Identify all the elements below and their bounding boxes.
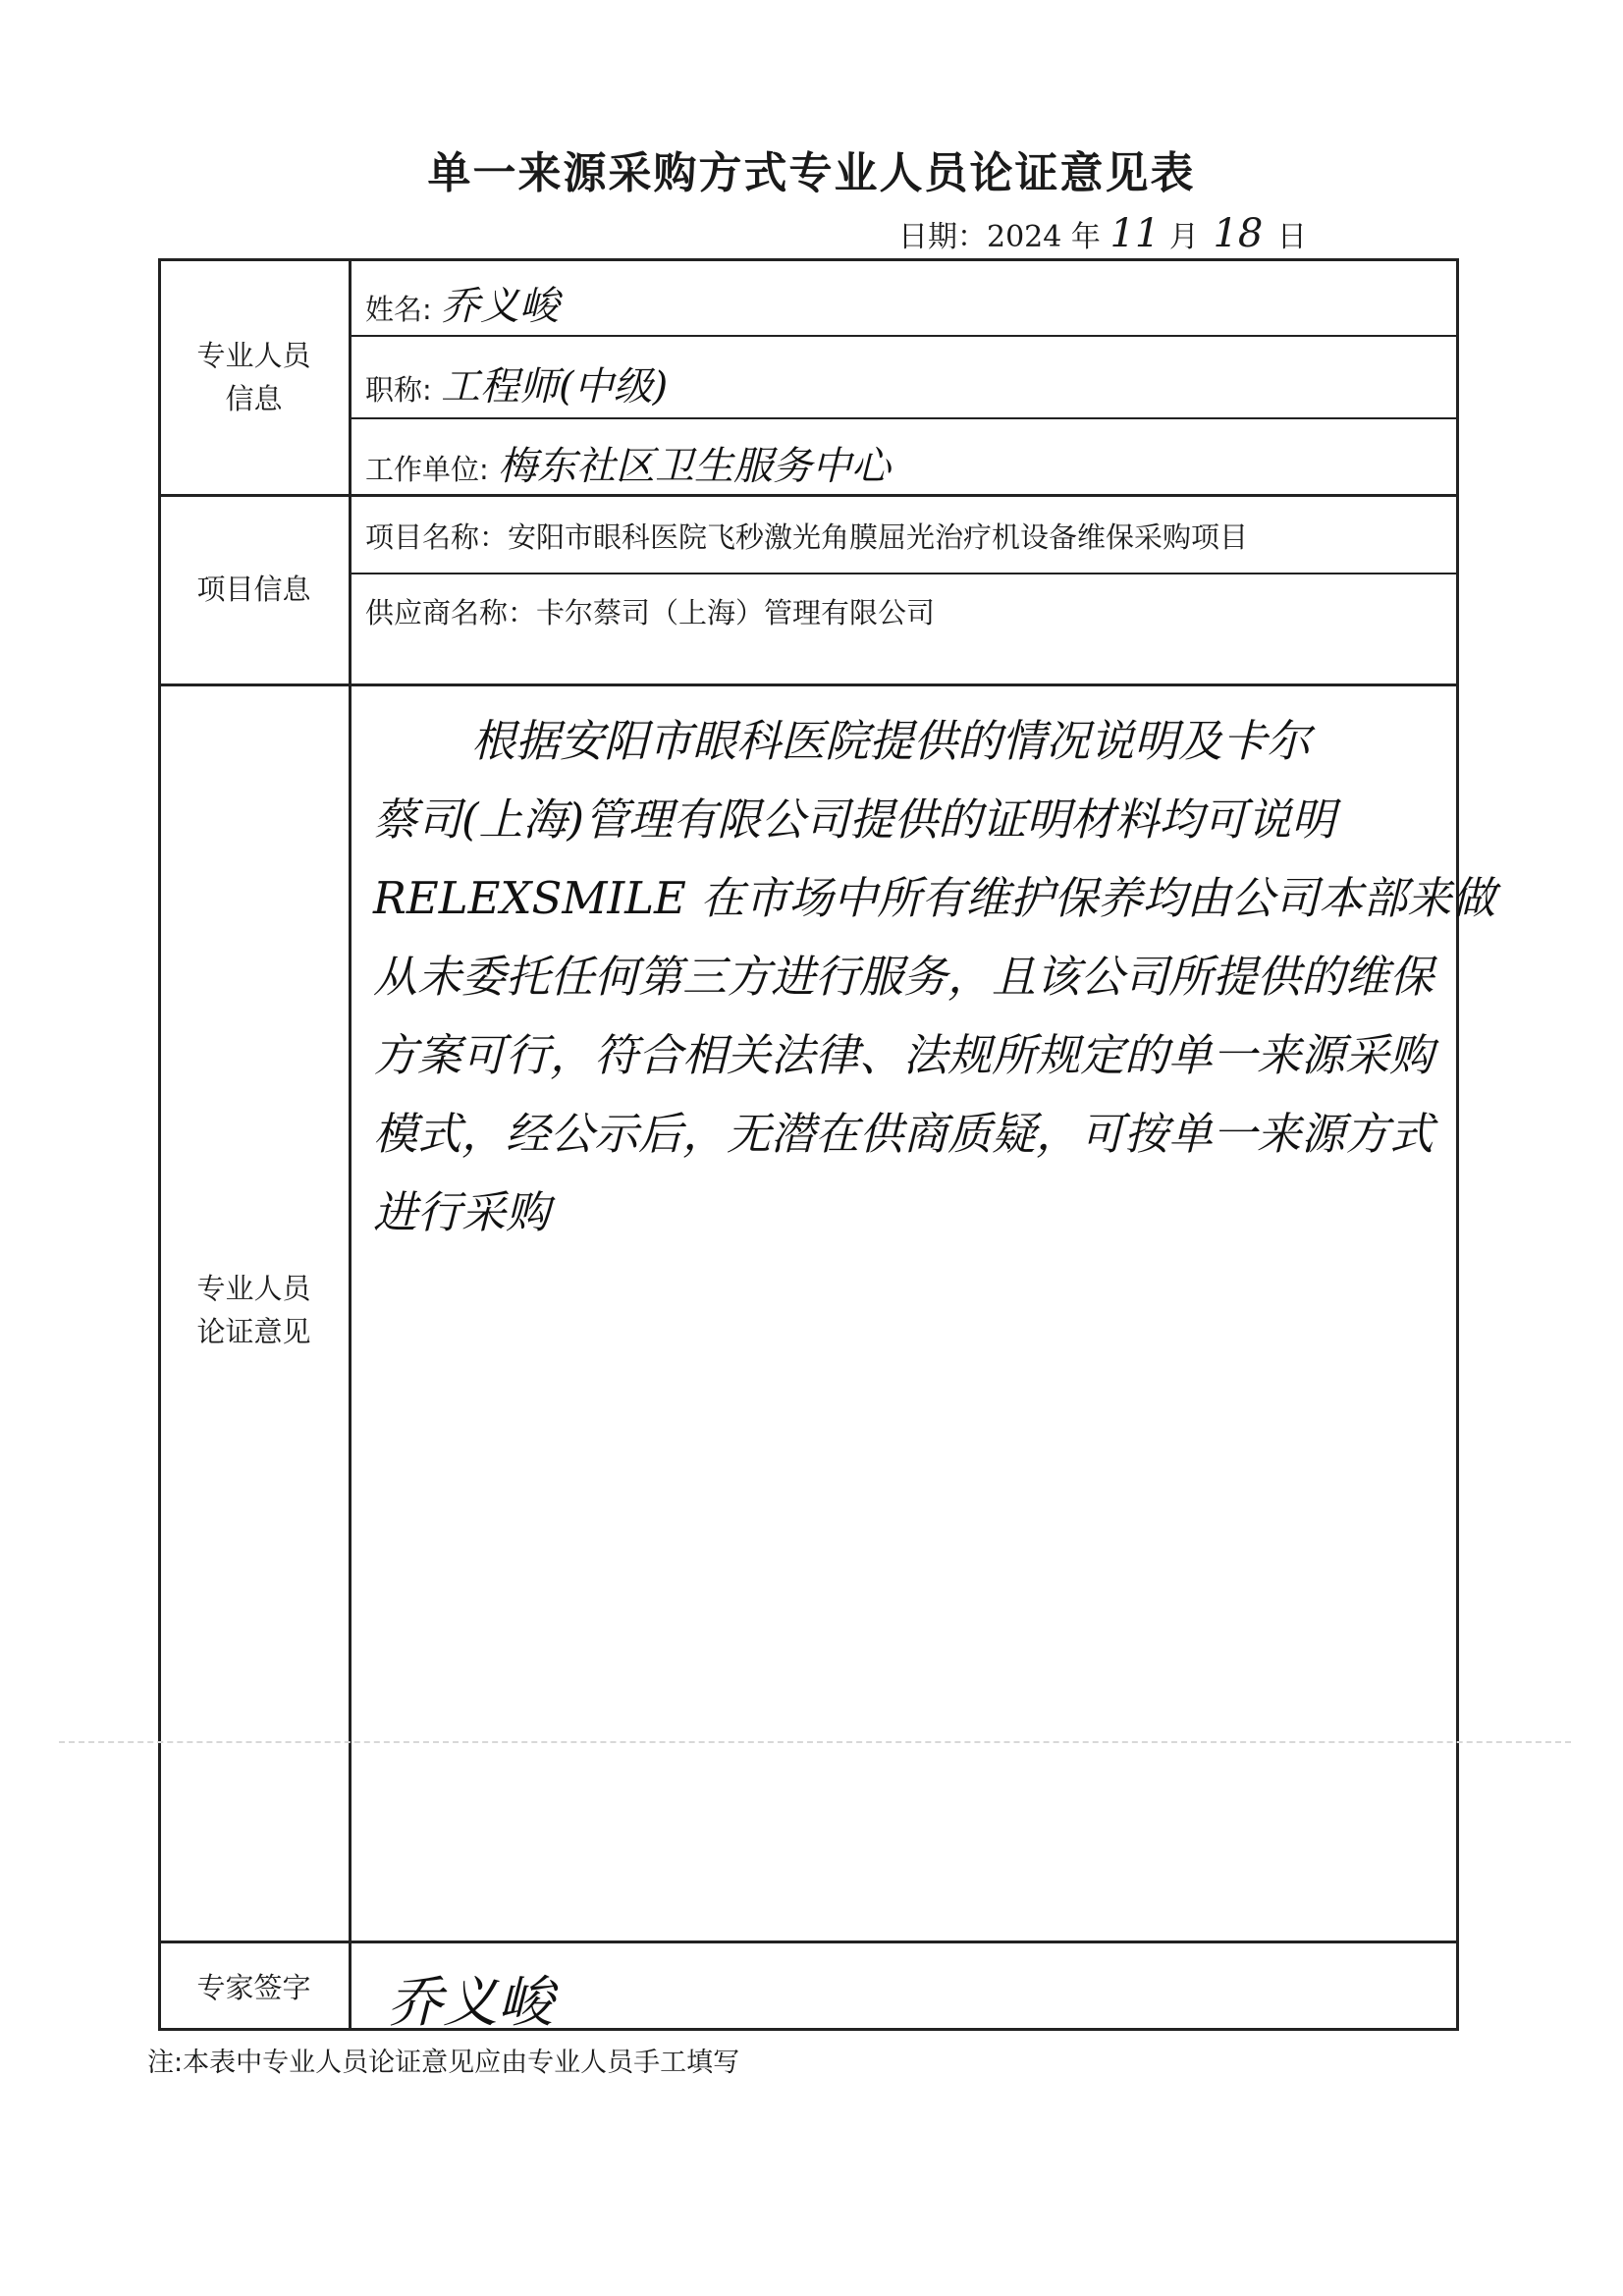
name-value: 乔义峻: [441, 284, 559, 329]
date-month-unit: 月: [1168, 220, 1199, 254]
scan-artifact-line: [59, 1741, 1571, 1743]
supplier-value: 卡尔蔡司（上海）管理有限公司: [536, 596, 936, 629]
row-divider-name: [350, 335, 1459, 337]
row-divider-supplier: [350, 573, 1459, 574]
personnel-section-label: [158, 334, 350, 420]
name-label: 姓名:: [365, 293, 432, 326]
personnel-label-line2: 信息: [225, 382, 283, 415]
date-line: [898, 211, 1307, 256]
opinion-line: RELEXSMILE 在市场中所有维护保养均由公司本部来做: [373, 872, 1496, 924]
opinion-line: 从未委托任何第三方进行服务，且该公司所提供的维保: [373, 951, 1434, 1003]
opinion-section-label: [158, 1267, 350, 1353]
expert-signature: 乔义峻: [388, 1971, 553, 2035]
opinion-line: 进行采购: [373, 1186, 551, 1238]
opinion-label-line2: 论证意见: [196, 1315, 311, 1348]
section-divider-project: [158, 494, 1459, 497]
supplier-row: [365, 591, 935, 631]
personnel-label-line1: 专业人员: [196, 339, 311, 372]
section-divider-opinion: [158, 683, 1459, 686]
date-label: 日期：2024 年: [898, 220, 1101, 254]
title-row: [365, 355, 668, 411]
form-column-divider: [349, 258, 352, 2031]
employer-row: [365, 435, 891, 491]
section-divider-signature: [158, 1941, 1459, 1943]
document-title: 单一来源采购方式专业人员论证意见表: [427, 148, 1196, 198]
signature-label: 专家签字: [196, 1971, 311, 2004]
row-divider-title: [350, 417, 1459, 419]
employer-value: 梅东社区卫生服务中心: [498, 444, 891, 489]
name-row: [365, 275, 559, 331]
title-value: 工程师(中级): [441, 364, 669, 410]
footnote: 注:本表中专业人员论证意见应由专业人员手工填写: [147, 2048, 740, 2078]
opinion-line: 模式，经公示后，无潜在供商质疑，可按单一来源方式: [373, 1108, 1434, 1160]
date-day-unit: 日: [1276, 220, 1307, 254]
opinion-handwritten-text: [373, 702, 1496, 1252]
title-label: 职称:: [365, 373, 432, 407]
date-day: 18: [1213, 211, 1264, 256]
project-name-row: [365, 516, 1248, 556]
project-name-value: 安阳市眼科医院飞秒激光角膜屈光治疗机设备维保采购项目: [508, 520, 1249, 554]
opinion-label-line1: 专业人员: [196, 1272, 311, 1305]
employer-label: 工作单位:: [365, 453, 489, 486]
opinion-line: 蔡司(上海)管理有限公司提供的证明材料均可说明: [373, 793, 1336, 846]
opinion-line: 方案可行，符合相关法律、法规所规定的单一来源采购: [373, 1029, 1434, 1081]
date-month: 11: [1109, 211, 1161, 256]
project-name-label: 项目名称：: [365, 520, 509, 554]
project-section-label: 项目信息: [196, 573, 311, 606]
opinion-line: 根据安阳市眼科医院提供的情况说明及卡尔: [471, 715, 1312, 767]
supplier-label: 供应商名称：: [365, 596, 537, 629]
